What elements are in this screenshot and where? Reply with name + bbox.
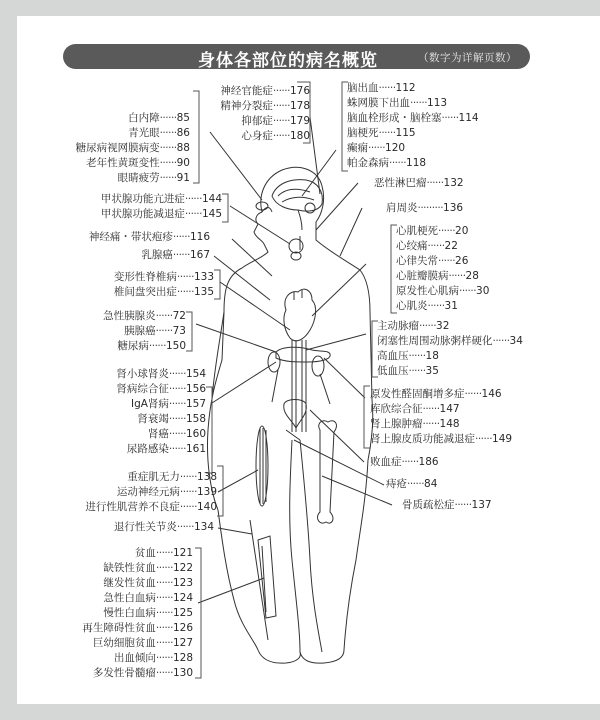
label-angina[interactable]: 心绞痛······22	[396, 240, 458, 252]
label-depression[interactable]: 抑郁症······179	[241, 115, 310, 127]
label-aldosteronism[interactable]: 原发性醛固酮增多症······146	[370, 388, 502, 400]
group-breast	[100, 248, 210, 263]
label-acute-leukemia[interactable]: 急性白血病······124	[103, 592, 193, 604]
label-parkinsons[interactable]: 帕金森病······118	[347, 157, 427, 169]
label-cerebral-infarction[interactable]: 脑梗死······115	[347, 127, 416, 139]
label-spondylosis[interactable]: 变形性脊椎病······133	[113, 271, 214, 283]
bladder-icon	[284, 400, 307, 429]
label-myasthenia-gravis[interactable]: 重症肌无力······138	[127, 471, 217, 483]
leader-lines	[196, 117, 392, 603]
label-eye-strain[interactable]: 眼睛疲劳······91	[117, 172, 190, 184]
kidney-icon	[268, 352, 330, 404]
label-valvular-disease[interactable]: 心脏瓣膜病······28	[396, 270, 479, 282]
label-urinary-infection[interactable]: 尿路感染······161	[126, 443, 206, 455]
label-muscular-dystrophy[interactable]: 进行性肌营养不良症······140	[85, 501, 217, 513]
shin-bone-icon	[258, 536, 276, 618]
label-lymphoma[interactable]: 恶性淋巴瘤······132	[374, 177, 464, 189]
label-osteoporosis[interactable]: 骨质疏松症······137	[402, 499, 492, 511]
group-kidney	[70, 367, 206, 457]
label-bleeding-tendency[interactable]: 出血倾向······128	[113, 652, 193, 664]
label-diabetes[interactable]: 糖尿病······150	[117, 340, 186, 352]
label-multiple-myeloma[interactable]: 多发性骨髓瘤······130	[92, 667, 193, 679]
pancreas-icon	[276, 347, 330, 362]
label-adrenal-insufficiency[interactable]: 肾上腺皮质功能减退症······149	[370, 433, 513, 445]
page-title: 身体各部位的病名概览	[198, 51, 378, 71]
label-chronic-leukemia[interactable]: 慢性白血病······125	[103, 607, 193, 619]
label-hypothyroidism[interactable]: 甲状腺功能减退症······145	[100, 208, 222, 220]
group-joint	[80, 520, 214, 535]
label-anemia[interactable]: 贫血······121	[134, 547, 193, 559]
group-lymphoma	[374, 176, 464, 191]
label-diabetic-retinopathy[interactable]: 糖尿病视网膜病变······88	[75, 142, 190, 154]
label-glaucoma[interactable]: 青光眼······86	[128, 127, 190, 139]
aorta-icon	[292, 340, 306, 432]
group-muscle	[60, 470, 217, 515]
group-vessels	[377, 319, 523, 379]
label-motor-neuron-disease[interactable]: 运动神经元病······139	[116, 486, 217, 498]
group-hemorrhoid	[386, 477, 437, 492]
label-peripheral-arterial-disease[interactable]: 闭塞性周围动脉粥样硬化······34	[377, 335, 523, 347]
label-hemorrhoids[interactable]: 痔疮······84	[386, 478, 438, 490]
label-disc-herniation[interactable]: 椎间盘突出症······135	[113, 286, 214, 298]
group-sepsis	[370, 455, 439, 470]
group-blood	[60, 546, 193, 681]
label-glomerulonephritis[interactable]: 肾小球肾炎······154	[116, 368, 206, 380]
label-psychosomatic[interactable]: 心身症······180	[241, 130, 310, 142]
label-acute-pancreatitis[interactable]: 急性胰腺炎······72	[103, 310, 186, 322]
label-cardiomyopathy[interactable]: 原发性心肌病······30	[396, 285, 490, 297]
eye-icon	[256, 202, 268, 210]
group-adrenal	[370, 387, 512, 447]
label-cerebral-thrombosis[interactable]: 脑血栓形成・脑栓塞······114	[347, 112, 479, 124]
label-cerebral-hemorrhage[interactable]: 脑出血······112	[347, 82, 416, 94]
group-heart	[396, 224, 489, 314]
label-neurosis[interactable]: 神经官能症······176	[220, 85, 310, 97]
brain-icon	[272, 180, 322, 230]
label-epilepsy[interactable]: 癫痫······120	[347, 142, 406, 154]
label-aortic-aneurysm[interactable]: 主动脉瘤······32	[377, 320, 450, 332]
group-pancreas	[70, 309, 186, 354]
femur-bone-icon	[318, 421, 337, 523]
group-shoulder	[386, 201, 463, 216]
group-neuralgia	[50, 230, 210, 245]
label-renal-cancer[interactable]: 肾癌······160	[147, 428, 206, 440]
label-macular-degeneration[interactable]: 老年性黄斑变性······90	[86, 157, 190, 169]
group-brain	[347, 81, 479, 171]
label-secondary-anemia[interactable]: 继发性贫血······123	[103, 577, 193, 589]
label-megaloblastic-anemia[interactable]: 巨幼细胞贫血······127	[92, 637, 193, 649]
label-nephrotic-syndrome[interactable]: 肾病综合征······156	[116, 383, 206, 395]
group-thyroid	[70, 192, 222, 222]
muscle-icon	[256, 426, 268, 506]
label-aplastic-anemia[interactable]: 再生障碍性贫血······126	[82, 622, 193, 634]
thyroid-icon	[289, 239, 303, 260]
label-iga-nephropathy[interactable]: IgA肾病······157	[130, 398, 206, 410]
heart-icon	[284, 289, 316, 341]
group-spine	[80, 270, 214, 300]
label-osteoarthritis[interactable]: 退行性关节炎······134	[113, 521, 214, 533]
page-subtitle: （数字为详解页数）	[418, 52, 517, 64]
label-myocardial-infarction[interactable]: 心肌梗死······20	[396, 225, 469, 237]
label-hypertension[interactable]: 高血压······18	[377, 350, 439, 362]
group-eye	[30, 111, 190, 186]
label-schizophrenia[interactable]: 精神分裂症······178	[220, 100, 310, 112]
label-breast-cancer[interactable]: 乳腺癌······167	[141, 249, 210, 261]
label-hypotension[interactable]: 低血压······35	[377, 365, 439, 377]
label-subarachnoid-hemorrhage[interactable]: 蛛网膜下出血······113	[347, 97, 448, 109]
label-cataract[interactable]: 白内障······85	[128, 112, 190, 124]
label-adrenal-tumor[interactable]: 肾上腺肿瘤······148	[370, 418, 460, 430]
label-renal-failure[interactable]: 肾衰竭······158	[137, 413, 206, 425]
label-iron-deficiency-anemia[interactable]: 缺铁性贫血······122	[103, 562, 193, 574]
label-pancreatic-cancer[interactable]: 胰腺癌······73	[124, 325, 186, 337]
label-arrhythmia[interactable]: 心律失常······26	[396, 255, 469, 267]
label-myocarditis[interactable]: 心肌炎······31	[396, 300, 458, 312]
group-osteoporosis	[402, 498, 492, 513]
label-frozen-shoulder[interactable]: 肩周炎·········136	[386, 202, 464, 214]
label-hyperthyroidism[interactable]: 甲状腺功能亢进症······144	[100, 193, 222, 205]
label-sepsis[interactable]: 败血症······186	[370, 456, 439, 468]
label-cushing-syndrome[interactable]: 库欣综合征······147	[370, 403, 460, 415]
group-mental	[190, 84, 310, 144]
label-neuralgia-shingles[interactable]: 神经痛・带状疱疹······116	[88, 231, 210, 243]
